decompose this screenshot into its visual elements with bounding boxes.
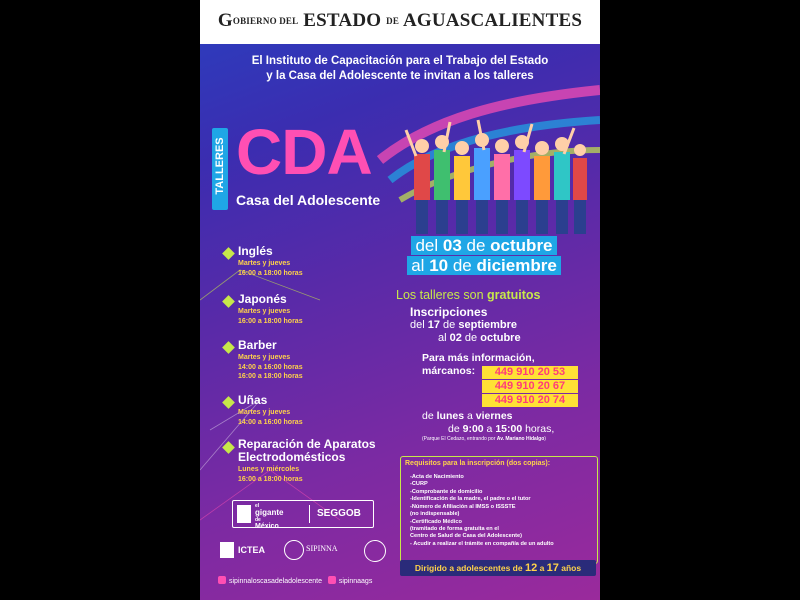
requirement-item: -Número de Afiliación al IMSS o ISSSTE [410,504,516,510]
workshop-reparacion-schedule: Lunes y miércoles 16:00 a 18:00 horas [238,466,303,483]
requirements-title: Requisitos para la inscripción (dos copias): [405,460,551,467]
ictea-logo: ICTEA [218,540,270,560]
workshop-barber-schedule: Martes y jueves 14:00 a 16:00 horas 16:00 a 18:00 horas [238,354,303,380]
course-dates: del 03 de octubre al 10 de diciembre [370,236,598,276]
partner-emblem-icon [364,540,386,562]
invitation-line-2: y la Casa del Adolescente te invitan a los talleres [266,70,534,82]
workshop-japones-schedule: Martes y jueves 16:00 a 18:00 horas [238,308,303,325]
cda-logo-text: CDA [236,116,372,188]
talleres-label: TALLERES [214,137,226,195]
workshop-unas-schedule: Martes y jueves 14:00 a 16:00 horas [238,409,303,426]
social-links [218,576,372,585]
location-note: (Parque El Cedazo, entrando por Av. Mariano Hidalgo) [422,436,546,442]
phone-number[interactable]: 449 910 20 53 [482,366,578,379]
header-bar [200,0,600,44]
seggob-logo: SEGGOB [317,508,361,519]
facebook-icon [218,576,226,584]
inscription-dates: Inscripciones del 17 de septiembre al 02 de octubre [410,305,521,344]
workshop-unas: Uñas [238,393,268,407]
ictea-icon [220,542,234,558]
poster [200,0,600,600]
government-title: GOBIERNO DEL ESTADO DE AGUASCALIENTES [217,10,583,31]
requirement-item: - Acudir a realizar el trámite en compañía de un adulto [410,541,554,547]
requirement-item: -Certificado Médico [410,519,462,525]
free-workshops-text: Los talleres son gratuitos [396,288,541,302]
gigante-de-mexico-logo: el gigante de México SEGGOB [232,500,374,528]
sponsor-logos [218,500,398,570]
workshop-reparacion: Reparación de Aparatos Electrodomésticos [238,437,376,464]
workshop-japones: Japonés [238,292,287,306]
sipinna-seal-icon [284,540,304,560]
workshop-ingles-schedule: Martes y jueves 16:00 a 18:00 horas [238,260,303,277]
casa-del-adolescente: Casa del Adolescente [236,192,381,208]
requirement-item: -CURP [410,481,428,487]
invitation-text [210,54,590,84]
requirement-item: -Acta de Nacimiento [410,474,464,480]
workshop-ingles: Inglés [238,244,273,258]
phone-number[interactable]: 449 910 20 67 [482,380,578,393]
requirement-item: (tramitado de forma gratuita en el [410,526,499,532]
facebook-handle[interactable]: sipinnaloscasadeladolescente [229,578,323,585]
workshop-barber: Barber [238,338,277,352]
invitation-line-1: El Instituto de Capacitación para el Trabajo del Estado [251,55,549,67]
sipinna-logo: SIPINNA [282,538,352,562]
phone-number[interactable]: 449 910 20 74 [482,394,578,407]
target-age-banner: Dirigido a adolescentes de 12 a 17 años [400,560,596,576]
office-hours: de lunes a viernes de 9:00 a 15:00 horas, [422,410,555,435]
teens-photo [398,112,594,236]
talleres-tab [212,128,228,210]
requirement-item: -Comprobante de domicilio [410,489,483,495]
gigante-icon [237,505,251,523]
instagram-icon [328,576,336,584]
requirement-item: (no indispensable) [410,511,460,517]
requirement-item: Centro de Salud de Casa del Adolescente) [410,533,523,539]
requirement-item: -Identificación de la madre, el padre o el tutor [410,496,531,502]
instagram-handle[interactable]: sipinnaags [338,578,373,585]
more-info-text: Para más información, márcanos: [422,352,535,377]
